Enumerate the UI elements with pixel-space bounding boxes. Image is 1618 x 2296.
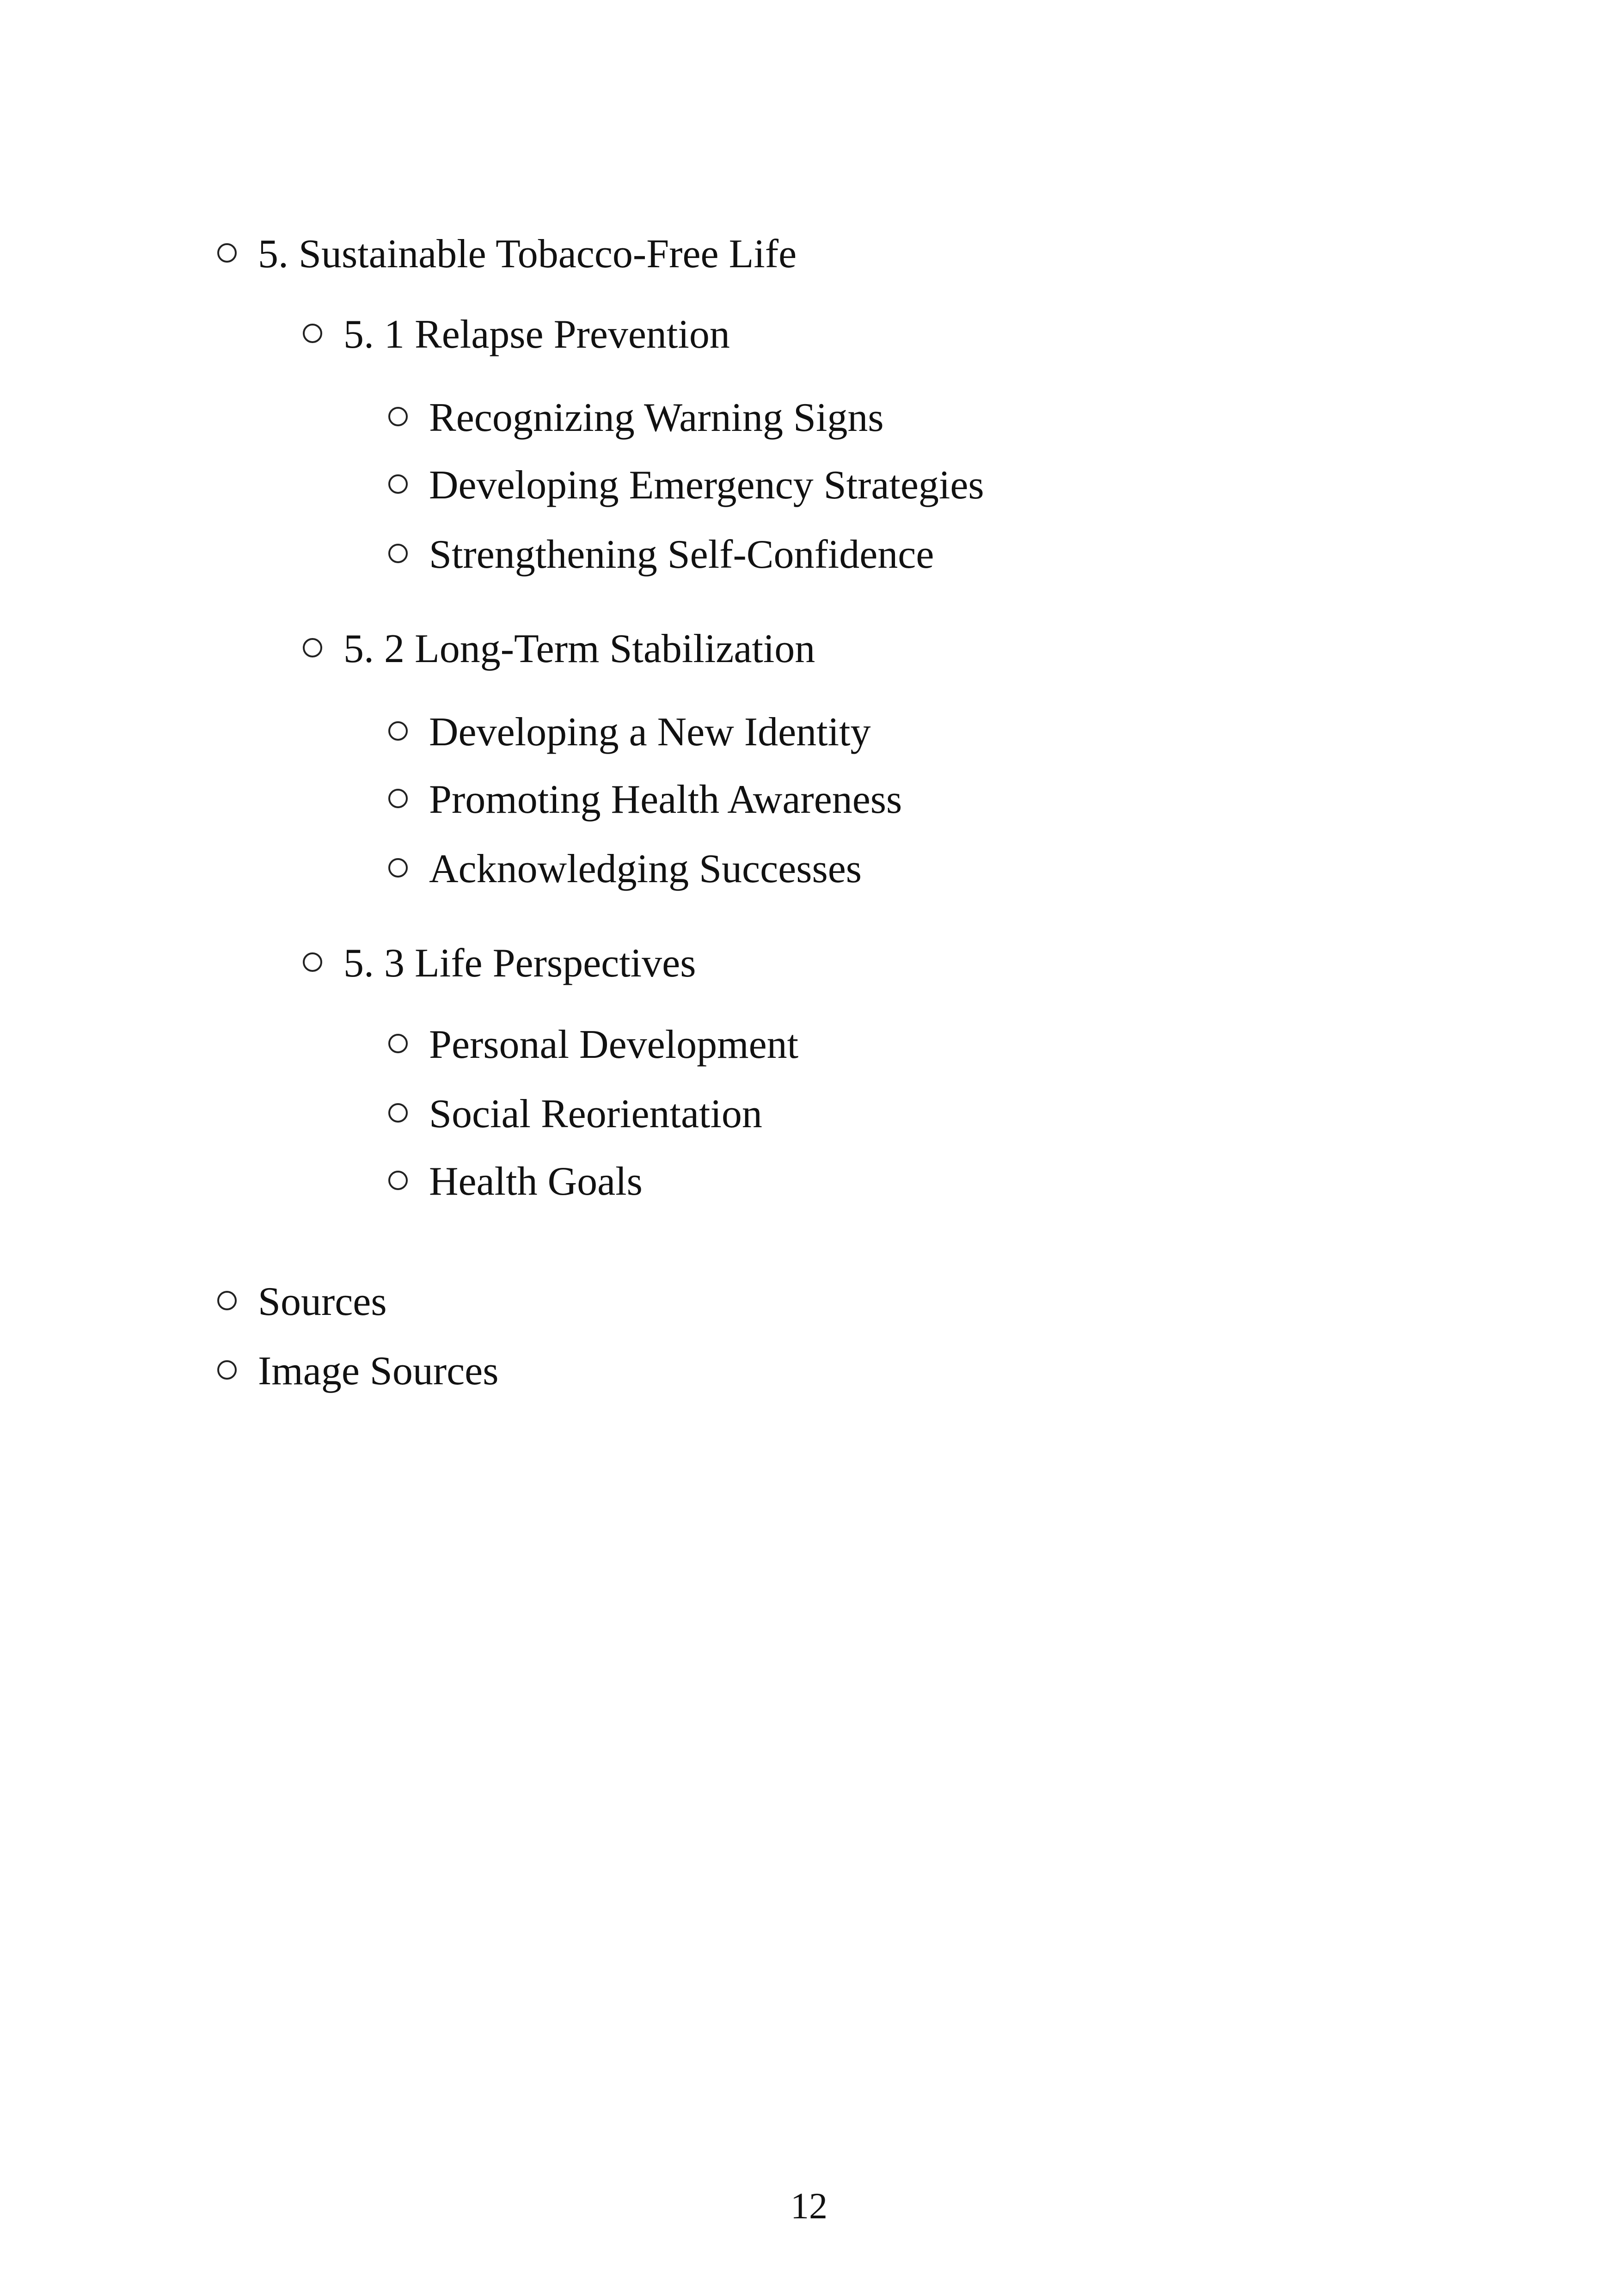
toc-item-label: Health Goals [429, 1159, 643, 1204]
toc-item-developing-a-new-identity[interactable] [388, 712, 871, 753]
toc-item-strengthening-self-confidence[interactable] [388, 534, 934, 575]
toc-item-developing-emergency-strategies[interactable] [388, 465, 984, 506]
toc-item-sources[interactable] [217, 1279, 387, 1324]
toc-item-label: Personal Development [429, 1022, 799, 1067]
hollow-circle-bullet-icon [388, 407, 408, 426]
toc-item-section-5[interactable] [217, 234, 797, 275]
hollow-circle-bullet-icon [303, 324, 322, 343]
hollow-circle-bullet-icon [388, 789, 408, 808]
hollow-circle-bullet-icon [388, 1034, 408, 1053]
toc-item-section-5-2[interactable] [303, 626, 815, 671]
toc-item-promoting-health-awareness[interactable] [388, 777, 902, 822]
toc-item-health-goals[interactable] [388, 1161, 643, 1202]
toc-item-acknowledging-successes[interactable] [388, 849, 862, 890]
hollow-circle-bullet-icon [388, 1171, 408, 1190]
toc-item-label: 5. Sustainable Tobacco-Free Life [258, 232, 797, 276]
hollow-circle-bullet-icon [217, 1291, 237, 1310]
toc-item-label: Developing a New Identity [429, 710, 871, 755]
toc-item-recognizing-warning-signs[interactable] [388, 395, 884, 440]
toc-item-label: Image Sources [258, 1349, 499, 1394]
page-number: 12 [791, 2186, 827, 2227]
hollow-circle-bullet-icon [388, 858, 408, 878]
hollow-circle-bullet-icon [217, 1360, 237, 1380]
hollow-circle-bullet-icon [217, 243, 237, 263]
toc-item-social-reorientation[interactable] [388, 1094, 762, 1135]
toc-item-label: Strengthening Self-Confidence [429, 532, 934, 577]
toc-item-label: 5. 3 Life Perspectives [343, 941, 696, 986]
toc-item-label: Social Reorientation [429, 1092, 762, 1136]
toc-item-label: Sources [258, 1279, 387, 1324]
toc-item-section-5-3[interactable] [303, 943, 696, 984]
toc-item-personal-development[interactable] [388, 1022, 799, 1067]
toc-item-label: Promoting Health Awareness [429, 777, 902, 822]
hollow-circle-bullet-icon [388, 474, 408, 494]
hollow-circle-bullet-icon [303, 638, 322, 657]
hollow-circle-bullet-icon [388, 544, 408, 563]
toc-item-label: Developing Emergency Strategies [429, 463, 984, 508]
toc-item-image-sources[interactable] [217, 1351, 498, 1392]
toc-item-label: Acknowledging Successes [429, 847, 862, 891]
toc-item-label: 5. 1 Relapse Prevention [343, 312, 730, 357]
hollow-circle-bullet-icon [303, 952, 322, 972]
hollow-circle-bullet-icon [388, 1103, 408, 1123]
toc-item-label: Recognizing Warning Signs [429, 395, 884, 440]
toc-item-section-5-1[interactable] [303, 314, 730, 355]
toc-item-label: 5. 2 Long-Term Stabilization [343, 626, 815, 671]
hollow-circle-bullet-icon [388, 721, 408, 741]
